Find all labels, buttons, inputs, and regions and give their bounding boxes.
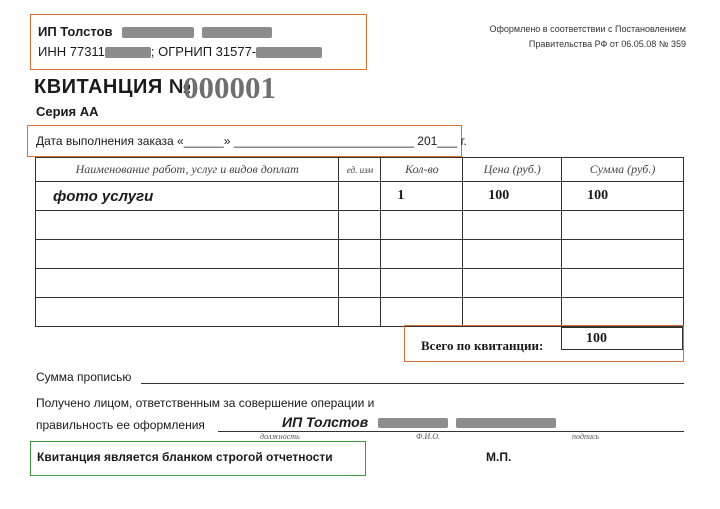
seller-name-text: ИП Толстов [38,24,113,39]
order-date-line: Дата выполнения заказа «______» ___________________________ 201___ г. [36,134,467,148]
seller-ogrnip: ; ОГРНИП 31577- [150,44,257,59]
cell-qty [381,211,463,240]
signer-name-text: ИП Толстов [282,414,369,430]
table-row [36,269,684,298]
redacted-ogrnip [256,47,322,58]
redacted-surname [122,27,194,38]
table-row [36,298,684,327]
cell-qty [381,298,463,327]
cell-unit [339,182,381,211]
seller-inn: ИНН 77311 [38,44,105,59]
received-by-line-2: правильность ее оформления [36,418,205,432]
cell-price [463,240,562,269]
cell-unit [339,240,381,269]
cell-unit [339,298,381,327]
strict-form-note: Квитанция является бланком строгой отчетности [37,450,333,464]
redacted-inn [105,47,151,58]
cell-price: 100 [463,182,562,211]
table-row [36,240,684,269]
header-unit: ед. изм [339,158,381,182]
cell-price [463,298,562,327]
regulation-line-2: Правительства РФ от 06.05.08 № 359 [528,39,686,49]
total-label: Всего по квитанции: [421,338,544,353]
caption-signature: подпись [572,432,600,441]
cell-qty [381,269,463,298]
cell-sum [562,269,684,298]
seller-highlight-box [30,14,367,70]
cell-unit [339,211,381,240]
cell-sum: 100 [562,182,684,211]
document-series: Серия АА [36,104,99,119]
caption-fio: Ф.И.О. [416,432,440,441]
cell-name [36,240,339,269]
cell-price [463,269,562,298]
redacted-patronymic [202,27,272,38]
header-name: Наименование работ, услуг и видов доплат [36,158,339,182]
header-qty: Кол-во [381,158,463,182]
table-row [36,211,684,240]
cell-name: фото услуги [36,182,339,211]
signer-name [282,414,556,430]
seller-name [38,24,272,39]
redacted-signer-surname [378,418,448,428]
items-table [35,157,684,327]
document-title: КВИТАНЦИЯ № [34,76,192,98]
sum-in-words-line [141,383,684,384]
cell-sum [562,240,684,269]
cell-qty: 1 [381,182,463,211]
cell-name [36,211,339,240]
cell-price [463,211,562,240]
cell-qty [381,240,463,269]
cell-sum [562,211,684,240]
cell-unit [339,269,381,298]
redacted-signer-initials [456,418,556,428]
caption-position: должность [260,432,300,441]
cell-name [36,269,339,298]
table-row [36,182,684,211]
regulation-note [456,22,686,52]
cell-name [36,298,339,327]
sum-in-words-label: Сумма прописью [36,370,132,384]
document-number: 000001 [183,70,276,105]
table-header-row [36,158,684,182]
regulation-line-1: Оформлено в соответствии с Постановлением [489,24,686,34]
received-by-line-1: Получено лицом, ответственным за совершение операции и [36,396,375,410]
seller-ids [38,44,322,59]
cell-sum [562,298,684,327]
total-value: 100 [561,327,683,350]
header-sum: Сумма (руб.) [562,158,684,182]
header-price: Цена (руб.) [463,158,562,182]
stamp-place: М.П. [486,450,512,464]
